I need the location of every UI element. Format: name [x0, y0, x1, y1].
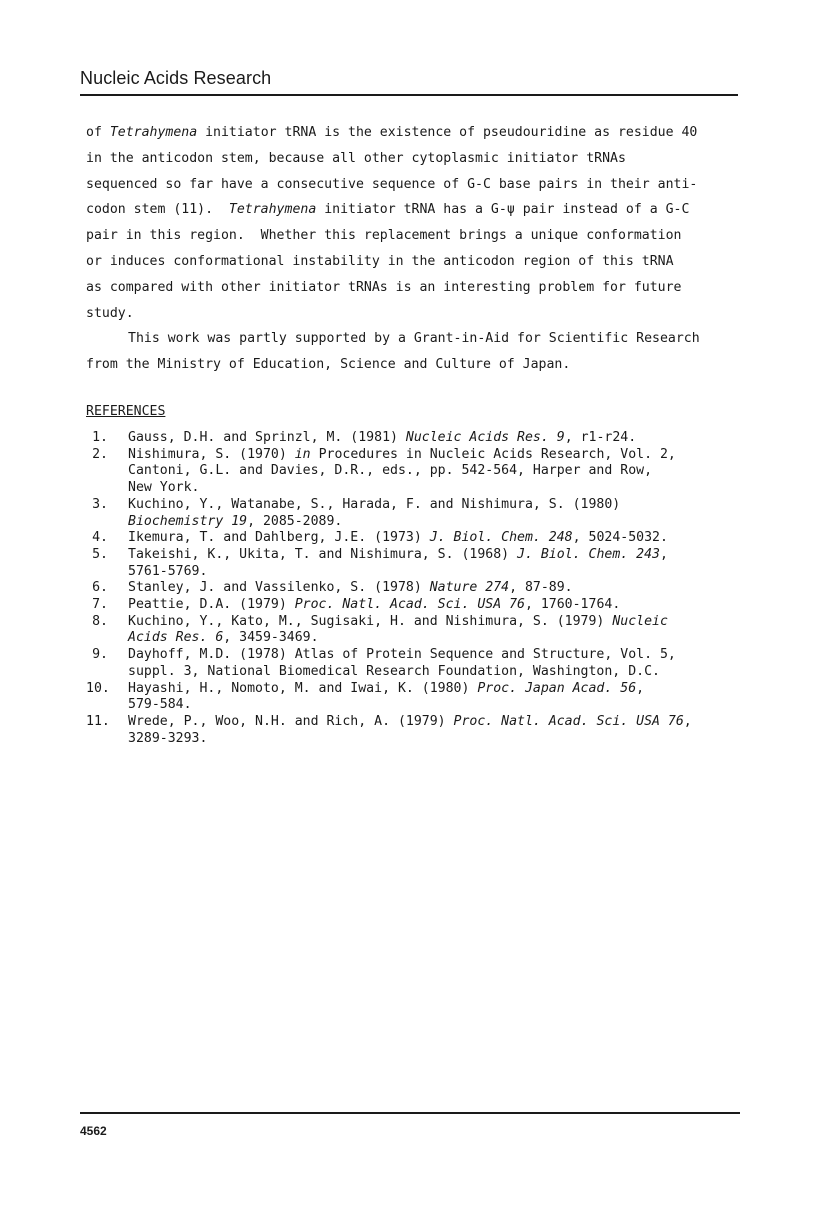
reference-item	[86, 430, 738, 447]
text-run: as compared with other initiator tRNAs is an interesting problem for future	[86, 279, 682, 295]
text-run: Hayashi, H., Nomoto, M. and Iwai, K. (1980)	[128, 680, 478, 696]
text-run: , 3459-3469.	[223, 630, 319, 646]
text-line	[86, 197, 738, 223]
text-run: Kuchino, Y., Kato, M., Sugisaki, H. and Nishimura, S. (1979)	[128, 613, 613, 629]
reference-item	[86, 497, 738, 514]
text-run: in the anticodon stem, because all other cytoplasmic initiator tRNAs	[86, 150, 626, 166]
text-line	[86, 352, 738, 378]
text-run: Stanley, J. and Vassilenko, S. (1978)	[128, 580, 430, 596]
text-run: Wrede, P., Woo, N.H. and Rich, A. (1979)	[128, 713, 454, 729]
text-run: 3289-3293.	[128, 730, 208, 746]
reference-number: 3.	[92, 496, 108, 512]
italic-run: Tetrahymena	[109, 125, 198, 140]
italic-run: in	[294, 446, 311, 462]
text-run: ,	[659, 546, 668, 562]
text-run: Ikemura, T. and Dahlberg, J.E. (1973)	[128, 530, 430, 546]
text-run: from the Ministry of Education, Science and Culture of Japan.	[86, 357, 571, 373]
text-line	[86, 223, 738, 249]
text-run: , 1760-1764.	[524, 597, 621, 613]
text-run: or induces conformational instability in the anticodon region of this tRNA	[86, 253, 674, 269]
text-line	[86, 301, 738, 327]
reference-item	[86, 681, 738, 698]
text-run: initiator tRNA is the existence of pseudouridine as residue 40	[197, 125, 698, 140]
text-line	[86, 120, 738, 146]
text-run: This work was partly supported by a Grant-in-Aid for Scientific Research	[128, 331, 700, 347]
reference-item	[86, 714, 738, 731]
reference-continuation	[86, 564, 738, 581]
italic-run: Nature 274	[429, 580, 510, 596]
text-run: suppl. 3, National Biomedical Research Foundation, Washington, D.C.	[128, 663, 660, 679]
page-number: 4562	[80, 1124, 107, 1138]
reference-number: 4.	[92, 530, 108, 546]
italic-run: Acids Res. 6	[128, 630, 224, 646]
text-run: initiator tRNA has a G-ψ pair instead of a G-C	[316, 202, 690, 218]
reference-number: 9.	[92, 647, 108, 663]
italic-run: Proc. Natl. Acad. Sci. USA 76	[294, 597, 525, 613]
text-run: study.	[86, 305, 134, 321]
italic-run: Nucleic Acids Res. 9	[405, 430, 565, 445]
reference-continuation	[86, 697, 738, 714]
reference-continuation	[86, 480, 738, 497]
text-line	[86, 146, 738, 172]
italic-run: Proc. Natl. Acad. Sci. USA 76	[453, 713, 684, 729]
reference-continuation	[86, 731, 738, 748]
reference-item	[86, 447, 738, 464]
text-run: Dayhoff, M.D. (1978) Atlas of Protein Sequence and Structure, Vol. 5,	[128, 647, 676, 663]
text-run: , 5024-5032.	[572, 530, 668, 546]
text-run: Peattie, D.A. (1979)	[128, 597, 295, 613]
italic-run: Biochemistry 19	[128, 513, 248, 529]
reference-continuation	[86, 630, 738, 647]
text-line	[86, 326, 738, 352]
references-list	[86, 430, 738, 747]
italic-run: Tetrahymena	[228, 202, 317, 218]
reference-item	[86, 647, 738, 664]
reference-number: 7.	[92, 597, 108, 613]
reference-number: 6.	[92, 580, 108, 596]
header-rule	[80, 94, 738, 96]
reference-continuation	[86, 514, 738, 531]
text-run: codon stem (11).	[86, 202, 229, 218]
reference-item	[86, 530, 738, 547]
text-run: Takeishi, K., Ukita, T. and Nishimura, S. (1968)	[128, 546, 518, 562]
reference-item	[86, 614, 738, 631]
text-line	[86, 172, 738, 198]
text-run: Procedures in Nucleic Acids Research, Vol. 2,	[310, 446, 676, 462]
text-run: sequenced so far have a consecutive sequence of G-C base pairs in their anti-	[86, 176, 698, 192]
text-run: ,	[636, 680, 645, 696]
reference-number: 2.	[92, 446, 108, 462]
text-run: ,	[683, 713, 692, 729]
text-run: Gauss, D.H. and Sprinzl, M. (1981)	[128, 430, 406, 445]
italic-run: J. Biol. Chem. 248	[429, 530, 573, 546]
reference-number: 1.	[92, 430, 108, 445]
text-run: of	[86, 125, 110, 140]
footer-rule	[80, 1112, 740, 1114]
text-run: , 87-89.	[509, 580, 573, 596]
text-run: pair in this region. Whether this replacement brings a unique conformation	[86, 228, 682, 244]
text-run: 5761-5769.	[128, 563, 208, 579]
text-line	[86, 249, 738, 275]
reference-continuation	[86, 463, 738, 480]
reference-item	[86, 580, 738, 597]
paragraph-2	[86, 326, 738, 378]
reference-number: 8.	[92, 613, 108, 629]
reference-number: 5.	[92, 546, 108, 562]
text-line	[86, 275, 738, 301]
italic-run: Proc. Japan Acad. 56	[477, 680, 637, 696]
text-run: New York.	[128, 480, 200, 496]
text-run: Kuchino, Y., Watanabe, S., Harada, F. and Nishimura, S. (1980)	[128, 496, 621, 512]
journal-title: Nucleic Acids Research	[80, 68, 272, 88]
reference-continuation	[86, 664, 738, 681]
references-heading: REFERENCES	[86, 404, 166, 419]
text-run: 579-584.	[128, 697, 192, 713]
reference-item	[86, 597, 738, 614]
italic-run: J. Biol. Chem. 243	[517, 546, 660, 562]
reference-number: 10.	[86, 680, 110, 696]
reference-number: 11.	[86, 713, 110, 729]
text-run: Nishimura, S. (1970)	[128, 446, 295, 462]
text-run: , 2085-2089.	[247, 513, 343, 529]
body-text	[86, 120, 738, 378]
italic-run: Nucleic	[612, 613, 668, 629]
reference-item	[86, 547, 738, 564]
text-run: , r1-r24.	[564, 430, 637, 445]
text-run: Cantoni, G.L. and Davies, D.R., eds., pp. 542-564, Harper and Row,	[128, 463, 653, 479]
paragraph-1	[86, 120, 738, 326]
